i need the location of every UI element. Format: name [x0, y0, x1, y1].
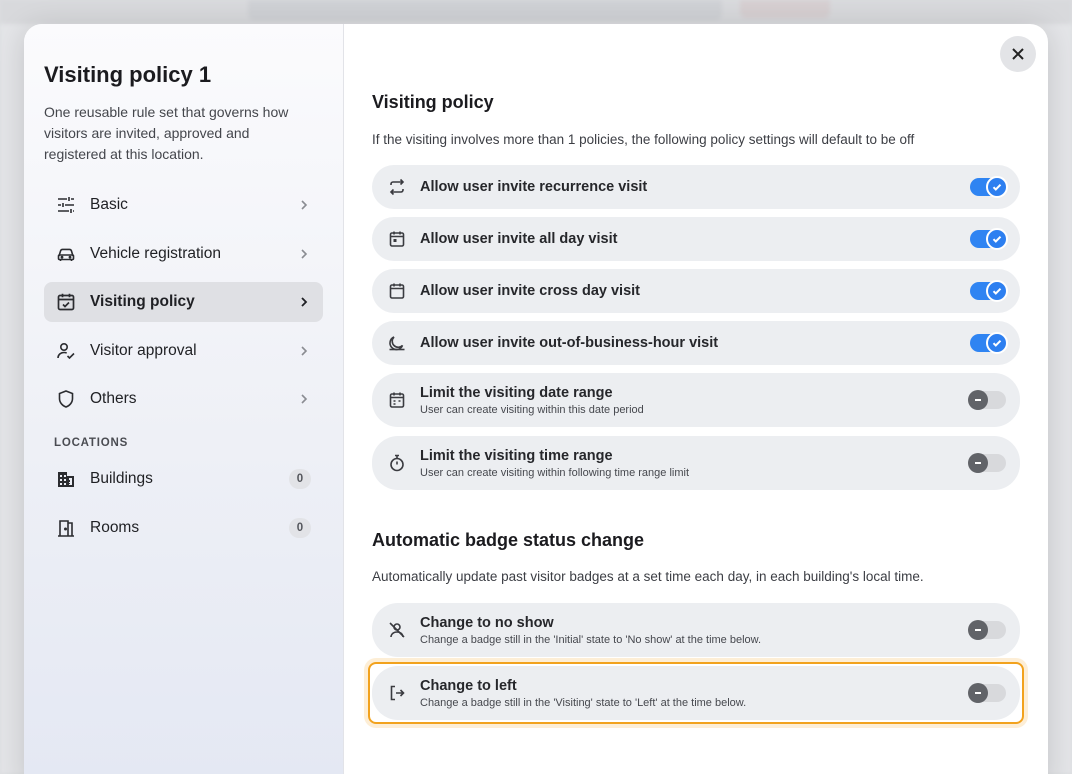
chevron-right-icon [297, 295, 311, 309]
sidebar-item-basic[interactable] [44, 185, 323, 225]
sidebar-item-visiting-policy[interactable] [44, 282, 323, 322]
option-row-change-to-no-show [372, 603, 1020, 657]
option-label: Allow user invite out-of-business-hour visit [420, 335, 719, 351]
badge-status-title: Automatic badge status change [372, 530, 645, 550]
close-button[interactable] [1000, 36, 1036, 72]
sidebar-item-label: Basic [90, 196, 128, 213]
building-icon [56, 469, 76, 489]
sidebar-item-label: Buildings [90, 470, 153, 487]
calendar-day-icon [388, 230, 406, 248]
sidebar-item-others[interactable] [44, 379, 323, 419]
option-label: Allow user invite all day visit [420, 231, 618, 247]
buildings-count-badge: 0 [289, 469, 311, 489]
calendar-icon [388, 282, 406, 300]
background-search [248, 0, 722, 20]
modal-content [344, 24, 1048, 774]
option-label: Change to no show [420, 614, 554, 631]
car-icon [56, 244, 76, 264]
option-label: Allow user invite recurrence visit [420, 179, 648, 195]
sidebar-item-rooms[interactable] [44, 508, 323, 548]
sidebar-item-label: Vehicle registration [90, 244, 221, 262]
sidebar-item-label: Visiting policy [90, 293, 195, 310]
toggle-out-of-business-hour-visit[interactable] [970, 334, 1006, 352]
minus-icon [968, 390, 988, 410]
background-pill [740, 0, 830, 18]
repeat-icon [388, 178, 406, 196]
door-icon [56, 518, 76, 538]
sidebar-item-label: Rooms [90, 518, 140, 536]
option-row-limit-date-range [372, 373, 1020, 427]
option-description: Change a badge still in the 'Initial' state to 'No show' at the time below. [420, 633, 762, 646]
option-row-cross-day-visit [372, 269, 1020, 313]
option-row-recurrence-visit [372, 165, 1020, 209]
logout-icon [388, 684, 406, 702]
modal-sidebar [24, 24, 344, 774]
toggle-limit-time-range[interactable] [970, 454, 1006, 472]
chevron-right-icon [297, 344, 311, 358]
option-row-limit-time-range [372, 436, 1020, 490]
option-label: Limit the visiting date range [420, 384, 613, 401]
minus-icon [968, 620, 988, 640]
chevron-right-icon [297, 198, 311, 212]
option-label: Limit the visiting time range [420, 447, 613, 464]
toggle-limit-date-range[interactable] [970, 391, 1006, 409]
check-icon [986, 176, 1008, 198]
check-icon [986, 280, 1008, 302]
toggle-recurrence-visit[interactable] [970, 178, 1006, 196]
option-label: Change to left [420, 677, 517, 694]
check-icon [986, 228, 1008, 250]
visiting-policy-title: Visiting policy [372, 92, 494, 112]
calendar-icon [388, 391, 406, 409]
close-icon [1010, 46, 1026, 62]
option-row-change-to-left [372, 666, 1020, 720]
chevron-right-icon [297, 392, 311, 406]
calendar-check-icon [56, 292, 76, 312]
sidebar-item-label: Others [90, 390, 137, 407]
sidebar-item-buildings[interactable] [44, 459, 323, 499]
moon-icon [388, 334, 406, 352]
policy-modal [24, 24, 1048, 774]
option-description: User can create visiting within this date period [420, 403, 644, 416]
stopwatch-icon [388, 454, 406, 472]
option-label: Allow user invite cross day visit [420, 283, 640, 299]
shield-icon [56, 389, 76, 409]
toggle-change-to-left[interactable] [970, 684, 1006, 702]
option-row-out-of-business-hour-visit [372, 321, 1020, 365]
minus-icon [968, 453, 988, 473]
sliders-icon [56, 195, 76, 215]
rooms-count-badge: 0 [289, 518, 311, 538]
option-description: User can create visiting within following time range limit [420, 466, 689, 479]
toggle-change-to-no-show[interactable] [970, 621, 1006, 639]
badge-status-description: Automatically update past visitor badges at a set time each day, in each building's local time. [372, 569, 924, 584]
check-icon [986, 332, 1008, 354]
visiting-policy-description: If the visiting involves more than 1 policies, the following policy settings will default to be off [372, 132, 915, 147]
sidebar-item-visitor-approval[interactable] [44, 331, 323, 371]
minus-icon [968, 683, 988, 703]
toggle-cross-day-visit[interactable] [970, 282, 1006, 300]
option-row-all-day-visit [372, 217, 1020, 261]
policy-description: One reusable rule set that governs how visitors are invited, approved and registered at this location. [44, 104, 289, 162]
user-check-icon [56, 341, 76, 361]
policy-title: Visiting policy 1 [44, 62, 212, 87]
chevron-right-icon [297, 247, 311, 261]
toggle-all-day-visit[interactable] [970, 230, 1006, 248]
sidebar-item-vehicle-registration[interactable] [44, 234, 323, 274]
user-off-icon [388, 621, 406, 639]
locations-heading: LOCATIONS [54, 437, 129, 449]
sidebar-item-label: Visitor approval [90, 341, 197, 359]
option-description: Change a badge still in the 'Visiting' state to 'Left' at the time below. [420, 696, 747, 709]
